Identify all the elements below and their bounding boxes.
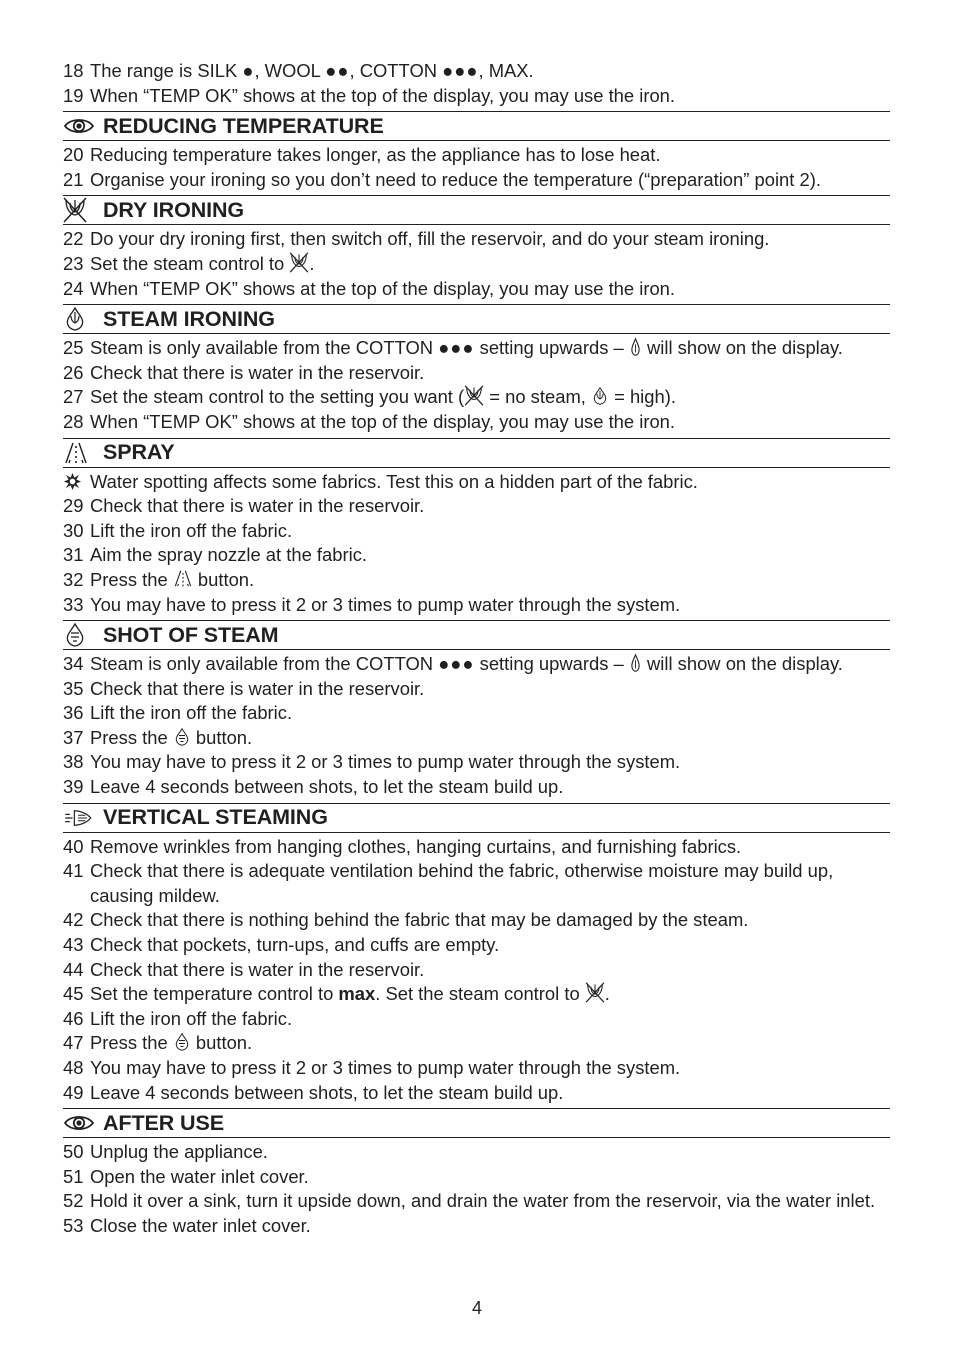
step-text: You may have to press it 2 or 3 times to pump water through the system. — [90, 751, 681, 773]
step-text: Leave 4 seconds between shots, to let the steam build up. — [90, 1081, 564, 1103]
step-text: You may have to press it 2 or 3 times to pump water through the system. — [90, 593, 681, 615]
step-text: button. — [190, 726, 253, 748]
instruction-line — [63, 677, 890, 702]
step-number: 45 — [63, 983, 84, 1005]
instruction-line — [63, 1056, 890, 1081]
step-text: setting upwards – — [474, 337, 629, 359]
instruction-line — [63, 494, 890, 519]
instruction-line — [63, 1031, 890, 1056]
section-header-shot-of-steam — [63, 620, 890, 650]
step-text: Do your dry ironing first, then switch off, fill the reservoir, and do your steam ironing. — [90, 228, 770, 250]
step-number: 52 — [63, 1190, 84, 1212]
step-text: = no steam, — [484, 386, 591, 408]
step-text: will show on the display. — [641, 337, 843, 359]
section-title: STEAM IRONING — [103, 306, 275, 331]
instruction-line — [63, 1214, 890, 1239]
step-text: , MAX. — [478, 60, 534, 81]
instruction-line — [63, 59, 890, 84]
section-header-steam-ironing — [63, 304, 890, 334]
steam-drop-icon — [629, 653, 642, 673]
step-number: 35 — [63, 677, 84, 699]
instruction-line — [63, 227, 890, 252]
step-text: button. — [192, 568, 255, 590]
instruction-line — [63, 933, 890, 958]
step-number: 28 — [63, 410, 84, 432]
step-text: button. — [190, 1032, 253, 1054]
step-number: 39 — [63, 776, 84, 798]
section-title: AFTER USE — [103, 1110, 224, 1135]
step-number: 30 — [63, 519, 84, 541]
step-text: . — [309, 252, 315, 274]
step-number: 25 — [63, 337, 84, 359]
step-number: 51 — [63, 1165, 84, 1187]
instruction-line — [63, 859, 890, 908]
step-text: = high). — [608, 386, 676, 408]
page-number: 4 — [471, 1298, 482, 1318]
step-number: 47 — [63, 1032, 84, 1054]
instruction-line — [63, 143, 890, 168]
step-number: 46 — [63, 1007, 84, 1029]
max-setting: max — [338, 983, 376, 1005]
step-number: 34 — [63, 653, 84, 675]
steam-icon — [591, 386, 609, 406]
cotton-dots: ●●● — [438, 653, 475, 675]
step-text: Set the steam control to the setting you want ( — [90, 386, 465, 408]
instruction-line — [63, 908, 890, 933]
instruction-line — [63, 1140, 890, 1165]
section-title: SHOT OF STEAM — [103, 622, 279, 647]
step-number: 49 — [63, 1081, 84, 1103]
section-title: REDUCING TEMPERATURE — [103, 113, 384, 138]
step-number: 26 — [63, 361, 84, 383]
step-text: Reducing temperature takes longer, as the appliance has to lose heat. — [90, 144, 661, 166]
step-number: 53 — [63, 1214, 84, 1236]
instruction-line — [63, 568, 890, 593]
step-text: Check that there is water in the reservoir. — [90, 495, 425, 517]
step-text: Remove wrinkles from hanging clothes, hanging curtains, and furnishing fabrics. — [90, 835, 742, 857]
instruction-line — [63, 835, 890, 860]
step-text: The range is SILK — [90, 60, 243, 81]
step-text: Check that there is water in the reservoir. — [90, 677, 425, 699]
step-text: . Set the steam control to — [375, 983, 585, 1005]
step-number: 50 — [63, 1141, 84, 1163]
shot-of-steam-icon — [173, 1032, 191, 1052]
instruction-line — [63, 252, 890, 277]
instruction-line — [63, 701, 890, 726]
vertical-steam-icon — [63, 805, 103, 831]
section-title: VERTICAL STEAMING — [103, 805, 328, 830]
instruction-line — [63, 652, 890, 677]
cotton-dots: ●●● — [442, 60, 479, 81]
step-number: 44 — [63, 958, 84, 980]
section-header-dry-ironing — [63, 195, 890, 225]
step-text: Lift the iron off the fabric. — [90, 519, 293, 541]
instruction-line — [63, 1165, 890, 1190]
section-header-vertical-steaming — [63, 803, 890, 833]
step-number: 18 — [63, 60, 84, 81]
dry-iron-icon — [63, 197, 103, 223]
step-text: Close the water inlet cover. — [90, 1214, 311, 1236]
step-number: 42 — [63, 909, 84, 931]
instruction-line — [63, 336, 890, 361]
instruction-line — [63, 1189, 890, 1214]
cotton-dots: ●●● — [438, 337, 475, 359]
section-title: SPRAY — [103, 440, 175, 465]
eye-icon — [63, 113, 103, 139]
step-text: When “TEMP OK” shows at the top of the display, you may use the iron. — [90, 84, 676, 106]
steam-icon — [63, 306, 103, 332]
instruction-line — [63, 168, 890, 193]
step-number: 32 — [63, 568, 84, 590]
wool-dots: ●● — [325, 60, 350, 81]
warning-line — [63, 470, 890, 495]
step-text: Check that there is nothing behind the fabric that may be damaged by the steam. — [90, 909, 749, 931]
instruction-line — [63, 726, 890, 751]
step-text: setting upwards – — [474, 653, 629, 675]
instruction-line — [63, 750, 890, 775]
step-text: Hold it over a sink, turn it upside down, and drain the water from the reservoir, via the water inlet. — [90, 1190, 876, 1212]
step-text: Press the — [90, 1032, 173, 1054]
step-text: Set the steam control to — [90, 252, 290, 274]
step-text: Leave 4 seconds between shots, to let the steam build up. — [90, 776, 564, 798]
step-number: 36 — [63, 702, 84, 724]
step-number: 43 — [63, 934, 84, 956]
step-text: When “TEMP OK” shows at the top of the display, you may use the iron. — [90, 277, 676, 299]
spray-icon — [173, 568, 193, 589]
step-text: Check that there is water in the reservoir. — [90, 958, 425, 980]
step-text: Steam is only available from the COTTON — [90, 337, 439, 359]
step-number: 19 — [63, 84, 84, 106]
step-text: You may have to press it 2 or 3 times to pump water through the system. — [90, 1057, 681, 1078]
instruction-line — [63, 385, 890, 410]
warning-text: Water spotting affects some fabrics. Test this on a hidden part of the fabric. — [90, 470, 698, 492]
instruction-line — [63, 543, 890, 568]
shot-of-steam-icon — [173, 727, 191, 747]
step-text: Set the temperature control to — [90, 983, 339, 1005]
dry-iron-icon — [464, 385, 484, 406]
step-text: . — [604, 983, 610, 1005]
step-number: 33 — [63, 593, 84, 615]
section-header-reducing-temperature — [63, 111, 890, 141]
step-number: 38 — [63, 751, 84, 773]
step-number: 22 — [63, 228, 84, 250]
section-title: DRY IRONING — [103, 197, 245, 222]
instruction-line — [63, 277, 890, 302]
step-text: Unplug the appliance. — [90, 1141, 268, 1163]
warning-icon — [63, 472, 82, 491]
step-number: 29 — [63, 495, 84, 517]
shot-of-steam-icon — [63, 622, 103, 648]
instruction-line — [63, 361, 890, 386]
step-text: Aim the spray nozzle at the fabric. — [90, 544, 368, 566]
step-text: Check that there is water in the reservoir. — [90, 361, 425, 383]
step-text: Check that there is adequate ventilation behind the fabric, otherwise moisture may build up, causing mildew. — [90, 860, 834, 906]
step-number: 40 — [63, 835, 84, 857]
manual-page — [63, 59, 890, 1239]
step-number: 23 — [63, 252, 84, 274]
step-text: Lift the iron off the fabric. — [90, 1007, 293, 1029]
step-text: When “TEMP OK” shows at the top of the display, you may use the iron. — [90, 410, 676, 432]
step-text: Open the water inlet cover. — [90, 1165, 309, 1187]
step-number: 41 — [63, 860, 84, 882]
step-number: 48 — [63, 1057, 84, 1078]
step-text: Lift the iron off the fabric. — [90, 702, 293, 724]
silk-dots: ● — [242, 60, 255, 81]
instruction-line — [63, 958, 890, 983]
instruction-line — [63, 775, 890, 800]
step-text: , WOOL — [254, 60, 326, 81]
steam-drop-icon — [629, 337, 642, 357]
step-text: Check that pockets, turn-ups, and cuffs are empty. — [90, 934, 500, 956]
step-number: 31 — [63, 544, 84, 566]
step-text: Press the — [90, 726, 173, 748]
step-text: Steam is only available from the COTTON — [90, 653, 439, 675]
step-text: will show on the display. — [641, 653, 843, 675]
instruction-line — [63, 1081, 890, 1106]
step-number: 21 — [63, 168, 84, 190]
instruction-line — [63, 1007, 890, 1032]
instruction-line — [63, 982, 890, 1007]
instruction-line — [63, 410, 890, 435]
step-number: 24 — [63, 277, 84, 299]
section-header-after-use — [63, 1108, 890, 1138]
section-header-spray — [63, 438, 890, 468]
dry-iron-icon — [289, 252, 309, 273]
instruction-line — [63, 84, 890, 109]
step-text: , COTTON — [349, 60, 443, 81]
instruction-line — [63, 593, 890, 618]
step-text: Press the — [90, 568, 173, 590]
step-text: Organise your ironing so you don’t need to reduce the temperature (“preparation” point 2). — [90, 168, 821, 190]
step-number: 37 — [63, 726, 84, 748]
eye-icon — [63, 1110, 103, 1136]
step-number: 20 — [63, 144, 84, 166]
step-number: 27 — [63, 386, 84, 408]
spray-icon — [63, 440, 103, 466]
dry-iron-icon — [585, 982, 605, 1003]
instruction-line — [63, 519, 890, 544]
